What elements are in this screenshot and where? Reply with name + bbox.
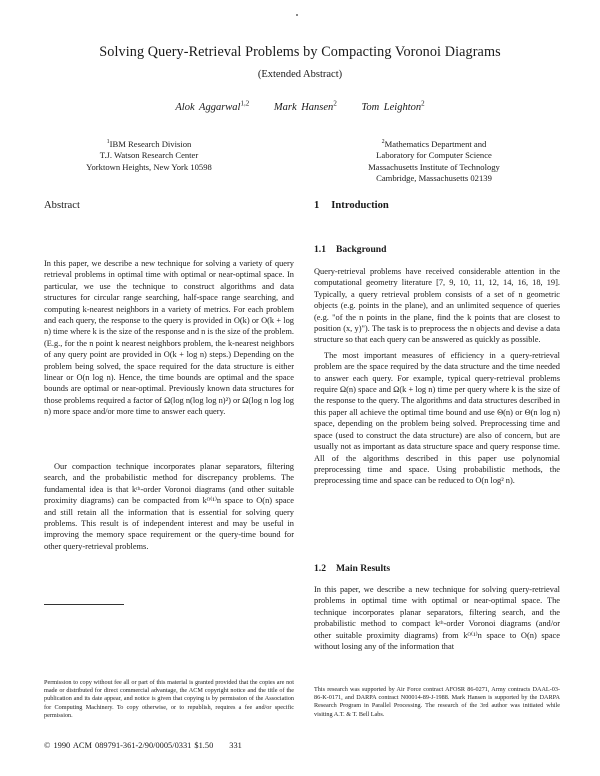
background-paragraph-2: The most important measures of efficiency in a query-retrieval problem are the space required by the data structure and the time needed to answer each query. For example, typical query-retrieval problems require Ω(n) space and Ω(k + log n) time per query where k is the size of the response to the query. The algorithms and data structures described in this paper all achieve the optimal time bound and use Θ(n) or Θ(n log n) space, depending on the problem being solved. Preprocessing time and space (used to construct the data structure) are also of concern, but are usually not as important as data structure space and query response time. All of the algorithms described in this paper use polynomial preprocessing time and space. Using probabilistic methods, the preprocessing time and space can be reduced to O(n log² n). bbox=[314, 350, 560, 486]
affiliation-line: Laboratory for Computer Science bbox=[376, 150, 492, 161]
author-name: Tom Leighton bbox=[361, 101, 422, 113]
subsection-heading-main-results bbox=[314, 563, 390, 574]
affiliation-line: Cambridge, Massachusetts 02139 bbox=[376, 173, 492, 184]
footnote-rule bbox=[44, 604, 124, 605]
background-text bbox=[314, 266, 560, 487]
author-name: Alok Aggarwal bbox=[175, 101, 241, 113]
affiliation-line bbox=[334, 137, 534, 150]
affiliation-ibm bbox=[44, 137, 254, 173]
author bbox=[175, 99, 250, 113]
abstract-paragraph-1: In this paper, we describe a new technique for solving a variety of query retrieval problems in optimal time with optimal or near-optimal space. In particular, we use the technique to construct algorithms and data structures for circular range searching, half-space range searching, and computing k-nearest neighbors in a variety of metrics. For each problem and each query, the response to the query is provided in O(k) or O(k + log n) time where k is the size of the response and n is the size of the problem. (E.g., for the n point k nearest neighbors problem, the k-nearest neighbors of any query point are provided in O(k + log n) steps.) Depending on the problem being solved, the space required for the data structure is either linear or O(n log n). Hence, the time bounds are optimal and the space bounds are optimal or near-optimal. Previously known data structures for those problems required a factor of Ω(log n(log log n)²) or Ω(log n log log n) more space and/or more time to answer each query. bbox=[44, 259, 294, 417]
affiliation-line: Yorktown Heights, New York 10598 bbox=[86, 161, 212, 172]
main-results-paragraph-1: In this paper, we describe a new technique for solving query-retrieval problems in optimal time with optimal or near-optimal space. The technique incorporates planar separators, filtering search, and the probabilistic method to compact kᵗʰ-order Voronoi diagrams (and/or other suitable proximity diagrams) from kᴼ⁽¹⁾n space to O(n) space without losing any of the information that bbox=[314, 585, 560, 652]
paper-title: Solving Query-Retrieval Problems by Compacting Voronoi Diagrams bbox=[99, 44, 501, 60]
author-list bbox=[0, 99, 600, 113]
affiliation-mark: 2 bbox=[381, 139, 385, 145]
author-affil-mark: 1,2 bbox=[240, 99, 250, 107]
subsection-heading-background bbox=[314, 244, 386, 255]
permission-footnote: Permission to copy without fee all or part of this material is granted provided that the copies are not made or distributed for direct commercial advantage, the ACM copyright notice and the title of the publication and its date appear, and notice is given that copying is by permission of the Association for Computing Machinery. To copy otherwise, or to republish, requires a fee and/or specific permission. bbox=[44, 679, 294, 719]
section-heading-introduction bbox=[314, 200, 389, 211]
subsection-number: 1.1 bbox=[314, 244, 326, 255]
affiliation-mit bbox=[334, 137, 534, 184]
subsection-title: Main Results bbox=[336, 563, 391, 574]
author bbox=[361, 99, 425, 113]
affiliation-mark: 1 bbox=[106, 139, 110, 145]
abstract-paragraph-2: Our compaction technique incorporates planar separators, filtering search, and the probabilistic method for discrepancy problems. The fundamental idea is that kᵗʰ-order Voronoi diagrams (and other suitable proximity diagrams) can be compacted from kᴼ⁽¹⁾n space to O(n) space and still retain all the information that is essential for solving query problems. This result is of independent interest and may be useful in improving the memory space requirement or the query-time bound for other query-retrieval problems. bbox=[44, 462, 294, 551]
page-number: 331 bbox=[229, 741, 242, 750]
affiliation-line bbox=[44, 137, 254, 150]
author-affil-mark: 2 bbox=[421, 99, 425, 107]
author bbox=[273, 99, 337, 113]
affiliation-line: Massachusetts Institute of Technology bbox=[368, 161, 500, 172]
section-title: Introduction bbox=[331, 200, 389, 211]
background-paragraph-1: Query-retrieval problems have received considerable attention in the computational geometry literature [7, 9, 10, 11, 12, 14, 16, 18, 19]. Typically, a query retrieval problem consists of a set of n geometric objects (e.g. points in the plane), and an unlimited sequence of queries (e.g. "of the n points in the plane, find the k points that are closest to position (x, y)"). The task is to preprocess the n objects and devise a data structure so that each query can be answered as quickly as possible. bbox=[314, 267, 560, 345]
subsection-title: Background bbox=[336, 244, 387, 255]
copyright-line: © 1990 ACM 089791-361-2/90/0005/0331 $1.50 bbox=[44, 741, 214, 750]
affiliation-text: IBM Research Division bbox=[109, 138, 192, 149]
paper-subtitle: (Extended Abstract) bbox=[257, 69, 343, 80]
funding-footnote: This research was supported by Air Force contract AFOSR 86-0271, Army contracts DAAL-03-86-K-0171, and DARPA contract N00014-89-J-1988. Mark Hansen is supported by the DARPA Research Program in Parallel Processing. The research of the 3rd author was initiated while visiting A.T. & T. Bell Labs. bbox=[314, 686, 560, 718]
scan-speck bbox=[296, 14, 298, 16]
abstract-heading: Abstract bbox=[44, 200, 80, 211]
affiliation-line: T.J. Watson Research Center bbox=[99, 150, 199, 161]
subsection-number: 1.2 bbox=[314, 563, 326, 574]
affiliation-text: Mathematics Department and bbox=[384, 138, 487, 149]
author-affil-mark: 2 bbox=[333, 99, 337, 107]
section-number: 1 bbox=[314, 200, 320, 211]
page-footer bbox=[44, 741, 242, 750]
author-name: Mark Hansen bbox=[273, 101, 334, 113]
